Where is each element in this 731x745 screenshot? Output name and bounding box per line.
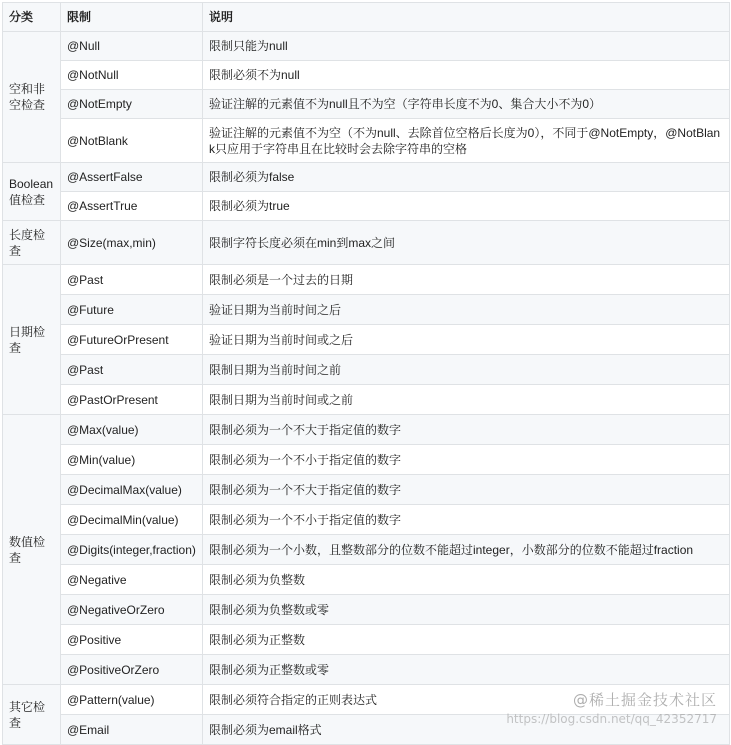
validation-annotations-table xyxy=(2,2,730,745)
header-category: 分类 xyxy=(3,3,61,32)
limit-cell: @Max(value) xyxy=(61,415,203,445)
limit-cell: @NotNull xyxy=(61,61,203,90)
table-row xyxy=(3,565,730,595)
category-cell xyxy=(3,163,61,221)
description-cell: 限制必须为一个不小于指定值的数字 xyxy=(203,505,730,535)
category-cell xyxy=(3,685,61,745)
header-limit: 限制 xyxy=(61,3,203,32)
table-row xyxy=(3,685,730,715)
description-cell: 验证注解的元素值不为null且不为空（字符串长度不为0、集合大小不为0） xyxy=(203,90,730,119)
table-row xyxy=(3,475,730,505)
table-row xyxy=(3,445,730,475)
description-cell: 限制必须为一个不大于指定值的数字 xyxy=(203,415,730,445)
description-cell: 验证注解的元素值不为空（不为null、去除首位空格后长度为0），不同于@NotEmpty，@NotBlank只应用于字符串且在比较时会去除字符串的空格 xyxy=(203,119,730,163)
category-label: 日期检查 xyxy=(9,324,46,355)
category-cell xyxy=(3,415,61,685)
table-row xyxy=(3,119,730,163)
table-row xyxy=(3,595,730,625)
description-cell: 验证日期为当前时间或之后 xyxy=(203,325,730,355)
table-row xyxy=(3,355,730,385)
category-label: Boolean值检查 xyxy=(9,176,54,207)
limit-cell: @Past xyxy=(61,355,203,385)
description-cell: 限制必须为一个不大于指定值的数字 xyxy=(203,475,730,505)
table-row xyxy=(3,325,730,355)
limit-cell: @Past xyxy=(61,265,203,295)
table-row xyxy=(3,265,730,295)
description-cell: 限制必须为false xyxy=(203,163,730,192)
limit-cell: @Positive xyxy=(61,625,203,655)
limit-cell: @Null xyxy=(61,32,203,61)
table-row xyxy=(3,385,730,415)
limit-cell: @PositiveOrZero xyxy=(61,655,203,685)
table-row xyxy=(3,505,730,535)
description-cell: 限制必须为true xyxy=(203,192,730,221)
limit-cell: @DecimalMin(value) xyxy=(61,505,203,535)
description-cell: 限制必须符合指定的正则表达式 xyxy=(203,685,730,715)
limit-cell: @Pattern(value) xyxy=(61,685,203,715)
table-row xyxy=(3,192,730,221)
description-cell: 限制必须为一个不小于指定值的数字 xyxy=(203,445,730,475)
description-cell: 限制必须为正整数或零 xyxy=(203,655,730,685)
table-row xyxy=(3,715,730,745)
category-cell xyxy=(3,32,61,163)
limit-cell: @Negative xyxy=(61,565,203,595)
description-cell: 限制日期为当前时间之前 xyxy=(203,355,730,385)
table-row xyxy=(3,535,730,565)
description-cell: 限制字符长度必须在min到max之间 xyxy=(203,221,730,265)
table-row xyxy=(3,415,730,445)
watermark-url: https://blog.csdn.net/qq_42352717 xyxy=(506,712,717,726)
category-label: 空和非空检查 xyxy=(9,82,46,112)
limit-cell: @NotBlank xyxy=(61,119,203,163)
category-label: 其它检查 xyxy=(9,699,46,730)
limit-cell: @Digits(integer,fraction) xyxy=(61,535,203,565)
description-cell: 限制必须是一个过去的日期 xyxy=(203,265,730,295)
limit-cell: @Size(max,min) xyxy=(61,221,203,265)
watermark-site-name: @稀土掘金技术社区 xyxy=(572,691,717,709)
table-row xyxy=(3,295,730,325)
table-row xyxy=(3,655,730,685)
table-row xyxy=(3,32,730,61)
table-row xyxy=(3,90,730,119)
category-label: 长度检查 xyxy=(9,227,46,258)
table-header xyxy=(3,3,730,32)
table-body xyxy=(3,32,730,745)
table-row xyxy=(3,163,730,192)
description-cell: 限制必须为正整数 xyxy=(203,625,730,655)
description-cell: 限制只能为null xyxy=(203,32,730,61)
table-row xyxy=(3,221,730,265)
description-cell: 限制必须为负整数 xyxy=(203,565,730,595)
description-cell: 限制必须不为null xyxy=(203,61,730,90)
category-cell xyxy=(3,221,61,265)
limit-cell: @Future xyxy=(61,295,203,325)
limit-cell: @NegativeOrZero xyxy=(61,595,203,625)
description-cell: 验证日期为当前时间之后 xyxy=(203,295,730,325)
limit-cell: @AssertTrue xyxy=(61,192,203,221)
table-row xyxy=(3,625,730,655)
description-cell: 限制必须为负整数或零 xyxy=(203,595,730,625)
description-cell: 限制日期为当前时间或之前 xyxy=(203,385,730,415)
description-cell: 限制必须为一个小数，且整数部分的位数不能超过integer，小数部分的位数不能超过fraction xyxy=(203,535,730,565)
header-row xyxy=(3,3,730,32)
limit-cell: @Email xyxy=(61,715,203,745)
limit-cell: @AssertFalse xyxy=(61,163,203,192)
limit-cell: @FutureOrPresent xyxy=(61,325,203,355)
description-cell: 限制必须为email格式 xyxy=(203,715,730,745)
limit-cell: @PastOrPresent xyxy=(61,385,203,415)
limit-cell: @NotEmpty xyxy=(61,90,203,119)
limit-cell: @DecimalMax(value) xyxy=(61,475,203,505)
category-cell xyxy=(3,265,61,415)
limit-cell: @Min(value) xyxy=(61,445,203,475)
header-description: 说明 xyxy=(203,3,730,32)
table-row xyxy=(3,61,730,90)
category-label: 数值检查 xyxy=(9,534,46,565)
